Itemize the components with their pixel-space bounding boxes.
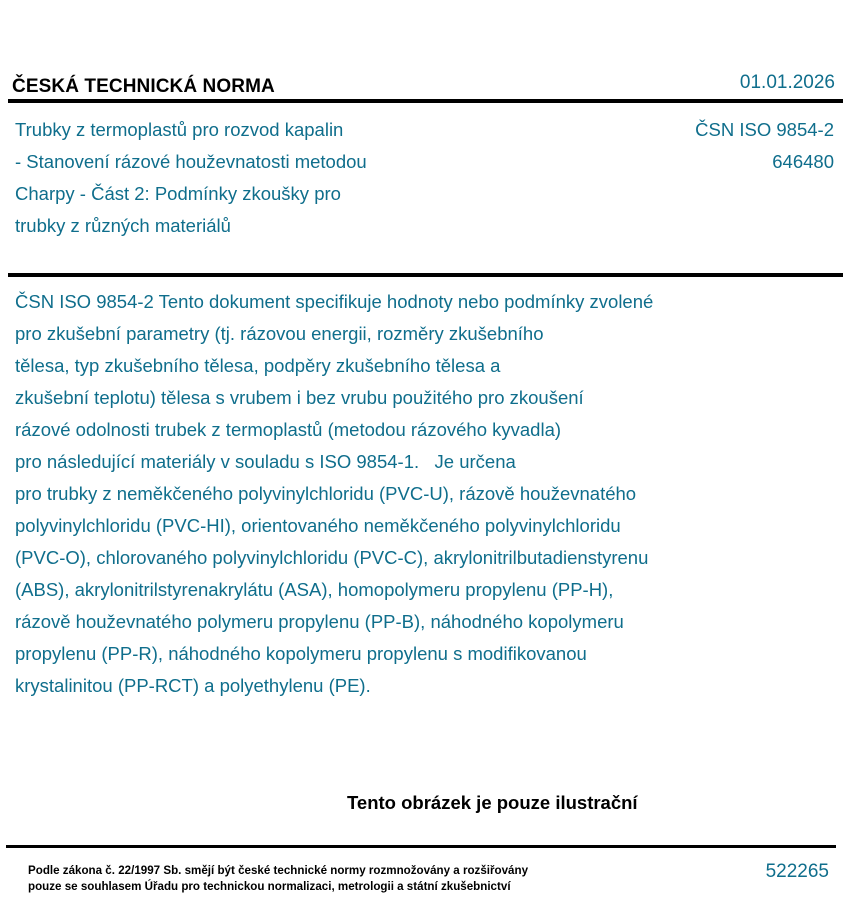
effective-date: 01.01.2026 <box>739 72 835 93</box>
abstract-line: tělesa, typ zkušebního tělesa, podpěry zkušebního tělesa a <box>15 355 501 376</box>
legal-line: Podle zákona č. 22/1997 Sb. smějí být české technické normy rozmnožovány a rozšiřovány <box>28 864 529 877</box>
title-divider <box>8 273 843 277</box>
legal-notice <box>28 863 528 895</box>
abstract-line: pro zkušební parametry (tj. rázovou energii, rozměry zkušebního <box>15 323 544 344</box>
abstract-line: rázově houževnatého polymeru propylenu (PP-B), náhodného kopolymeru <box>15 611 624 632</box>
abstract-line: ČSN ISO 9854-2 Tento dokument specifikuje hodnoty nebo podmínky zvolené <box>15 291 654 312</box>
footer-divider <box>6 845 836 848</box>
legal-line: pouze se souhlasem Úřadu pro technickou normalizaci, metrologii a státní zkušebnictví <box>28 880 511 893</box>
abstract-line: (ABS), akrylonitrilstyrenakrylátu (ASA), homopolymeru propylenu (PP-H), <box>15 579 614 600</box>
abstract-text <box>15 286 845 702</box>
abstract-line: propylenu (PP-R), náhodného kopolymeru propylenu s modifikovanou <box>15 643 587 664</box>
title-line: - Stanovení rázové houževnatosti metodou <box>15 151 367 172</box>
title-line: Trubky z termoplastů pro rozvod kapalin <box>15 119 344 140</box>
abstract-line: rázové odolnosti trubek z termoplastů (metodou rázového kyvadla) <box>15 419 562 440</box>
document-title <box>15 114 455 242</box>
standard-code: ČSN ISO 9854-2 <box>695 119 834 140</box>
abstract-line: pro trubky z neměkčeného polyvinylchloridu (PVC-U), rázově houževnatého <box>15 483 637 504</box>
illustration-notice: Tento obrázek je pouze ilustrační <box>347 792 638 813</box>
standard-identifiers <box>695 114 834 178</box>
title-line: trubky z různých materiálů <box>15 215 231 236</box>
document-type-heading: ČESKÁ TECHNICKÁ NORMA <box>12 76 275 97</box>
footer-number: 522265 <box>765 861 829 882</box>
abstract-line: polyvinylchloridu (PVC-HI), orientovaného neměkčeného polyvinylchloridu <box>15 515 621 536</box>
class-number: 646480 <box>772 151 834 172</box>
abstract-line: krystalinitou (PP-RCT) a polyethylenu (PE). <box>15 675 371 696</box>
abstract-line: pro následující materiály v souladu s ISO 9854-1. Je určena <box>15 451 516 472</box>
title-line: Charpy - Část 2: Podmínky zkoušky pro <box>15 183 341 204</box>
header-divider <box>8 99 843 103</box>
abstract-line: zkušební teplotu) tělesa s vrubem i bez vrubu použitého pro zkoušení <box>15 387 584 408</box>
abstract-line: (PVC-O), chlorovaného polyvinylchloridu (PVC-C), akrylonitrilbutadienstyrenu <box>15 547 649 568</box>
